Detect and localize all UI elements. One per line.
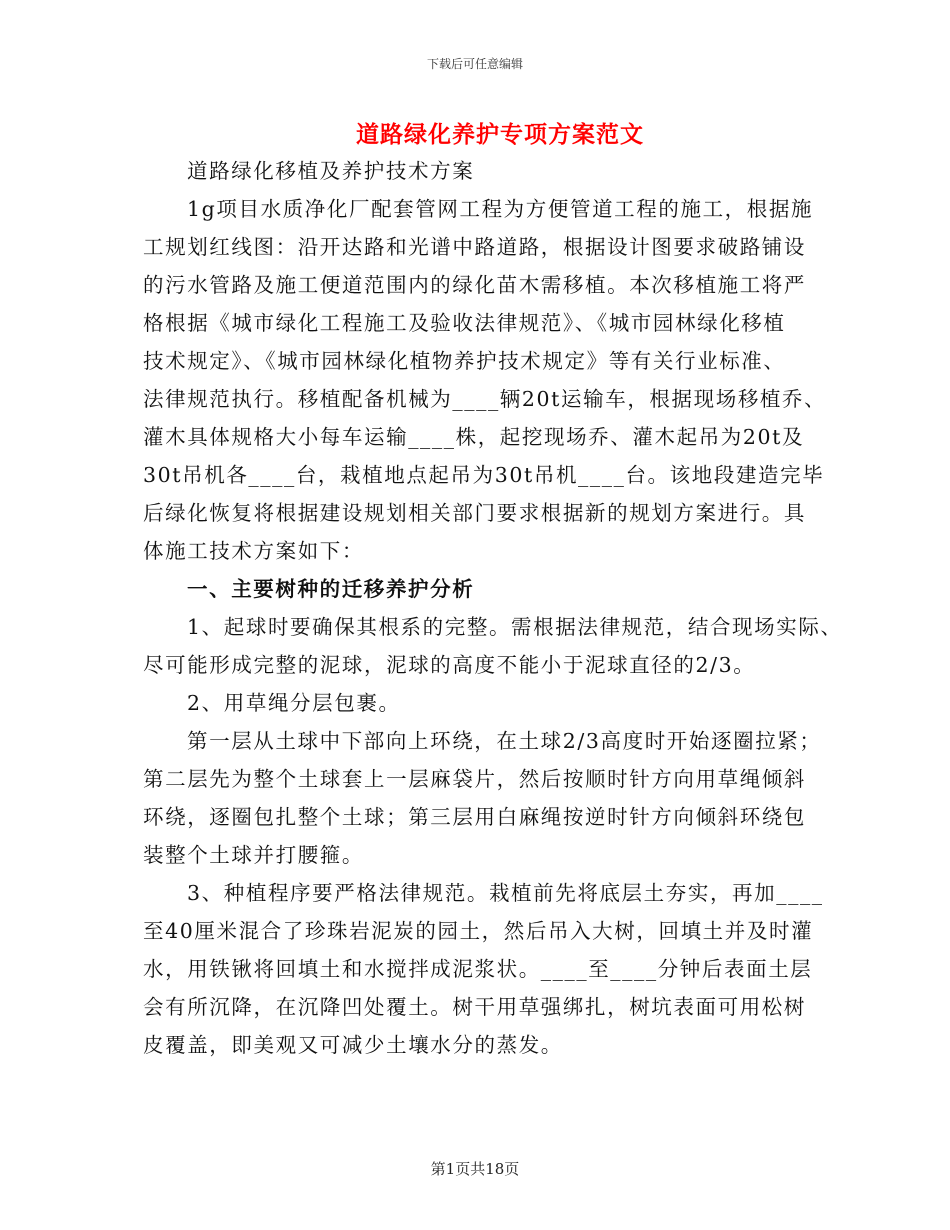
- paragraph-line: 体施工技术方案如下：: [143, 539, 364, 563]
- paragraph-line: 后绿化恢复将根据建设规划相关部门要求根据新的规划方案进行。具: [143, 501, 806, 525]
- paragraph-line: 格根据《城市绿化工程施工及验收法律规范》、《城市园林绿化移植: [143, 311, 786, 335]
- paragraph-line: 技术规定》、《城市园林绿化植物养护技术规定》等有关行业标准、: [143, 349, 786, 373]
- paragraph-line: 水，用铁锹将回填土和水搅拌成泥浆状。____至____分钟后表面土层: [143, 957, 813, 981]
- paragraph-line: 1、起球时要确保其根系的完整。需根据法律规范，结合现场实际、: [187, 615, 843, 639]
- paragraph-line: 1g项目水质净化厂配套管网工程为方便管道工程的施工，根据施: [187, 197, 814, 221]
- document-title: 道路绿化养护专项方案范文: [356, 121, 644, 148]
- page-footer: 第1页共18页: [430, 1160, 520, 1178]
- paragraph-line: 尽可能形成完整的泥球，泥球的高度不能小于泥球直径的2/3。: [143, 653, 756, 677]
- paragraph-line: 工规划红线图：沿开达路和光谱中路道路，根据设计图要求破路铺设: [143, 235, 806, 259]
- paragraph-line: 30t吊机各____台，栽植地点起吊为30t吊机____台。该地段建造完毕: [143, 463, 825, 487]
- paragraph-line: 第一层从土球中下部向上环绕，在土球2/3高度时开始逐圈拉紧；: [187, 729, 822, 753]
- section-heading: 一、主要树种的迁移养护分析: [187, 577, 475, 601]
- paragraph-line: 至40厘米混合了珍珠岩泥炭的园土，然后吊入大树，回填土并及时灌: [143, 919, 814, 943]
- paragraph-line: 的污水管路及施工便道范围内的绿化苗木需移植。本次移植施工将严: [143, 273, 806, 297]
- paragraph-line: 皮覆盖，即美观又可减少土壤水分的蒸发。: [143, 1033, 563, 1057]
- paragraph-line: 会有所沉降，在沉降凹处覆土。树干用草强绑扎，树坑表面可用松树: [143, 995, 806, 1019]
- paragraph-line: 2、用草绳分层包裹。: [187, 691, 401, 715]
- header-note: 下载后可任意编辑: [426, 57, 523, 71]
- paragraph-line: 3、种植程序要严格法律规范。栽植前先将底层土夯实，再加____: [187, 881, 824, 905]
- paragraph-line: 灌木具体规格大小每车运输____株，起挖现场乔、灌木起吊为20t及: [143, 425, 805, 449]
- paragraph-line: 装整个土球并打腰箍。: [143, 843, 364, 867]
- paragraph-line: 第二层先为整个土球套上一层麻袋片，然后按顺时针方向用草绳倾斜: [143, 767, 806, 791]
- subtitle-line: 道路绿化移植及养护技术方案: [187, 159, 475, 183]
- paragraph-line: 法律规范执行。移植配备机械为____辆20t运输车，根据现场移植乔、: [143, 387, 827, 411]
- paragraph-line: 环绕，逐圈包扎整个土球；第三层用白麻绳按逆时针方向倾斜环绕包: [143, 805, 806, 829]
